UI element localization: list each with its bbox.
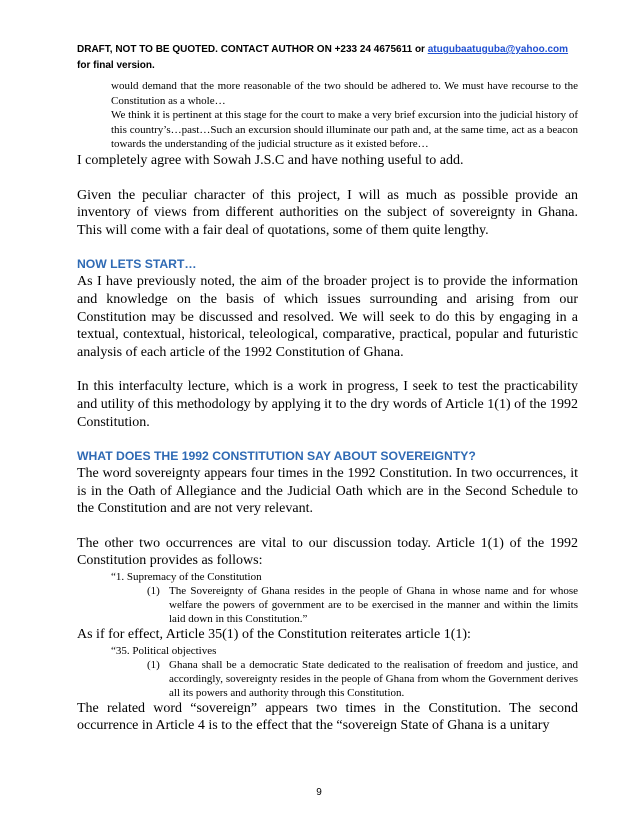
header-line-1 [77,42,577,58]
quote-paragraph-2: We think it is pertinent at this stage for the court to make a very brief excursion into the judicial history of this country’s…past…Such an excursion should illuminate our path and, at the same time, act as a beacon towards the understanding of the judicial structure as it existed before… [111,109,578,151]
page-number: 9 [316,787,322,798]
article-35-title: “35. Political objectives [111,644,217,657]
heading-what-does-constitution-say: WHAT DOES THE 1992 CONSTITUTION SAY ABOUT SOVEREIGNTY? [77,449,476,464]
paragraph-lecture: In this interfaculty lecture, which is a work in progress, I seek to test the practicability and utility of this methodology by applying it to the dry words of Article 1(1) of the 1992 Constitution. [77,379,578,430]
header-contact-text: DRAFT, NOT TO BE QUOTED. CONTACT AUTHOR ON +233 24 4675611 or [77,44,428,55]
main-content [77,79,578,735]
clause-number: (1) [147,585,160,598]
quote-block [111,79,578,152]
paragraph-word-sovereignty: The word sovereignty appears four times in the 1992 Constitution. In two occurrences, it is in the Oath of Allegiance and the Judicial Oath which are in the Second Schedule to the Constitution and are not very relevant. [77,466,578,517]
clause-number: (1) [147,658,160,671]
article-1-quote [77,570,578,626]
header-line-2: for final version. [77,60,155,71]
paragraph-aim: As I have previously noted, the aim of the broader project is to provide the information and knowledge on the basis of which issues surrounding and arising from our Constitution may be discussed and resolved. We will seek to do this by engaging in a textual, contextual, historical, teleological, comparative, practical, popular and futuristic analysis of each article of the 1992 Constitution of Ghana. [77,274,578,360]
paragraph-peculiar: Given the peculiar character of this project, I will as much as possible provide an inventory of views from different authorities on the subject of sovereignty in Ghana. This will come with a fair deal of quotations, some of them quite lengthy. [77,187,578,238]
draft-header [77,42,577,74]
paragraph-as-if-for-effect: As if for effect, Article 35(1) of the Constitution reiterates article 1(1): [77,627,471,643]
article-35-clause [147,658,578,700]
clause-text: Ghana shall be a democratic State dedicated to the realisation of freedom and justice, and accordingly, sovereignty resides in the people of Ghana from whom the Government derives all its powers and authority through this Constitution. [169,658,578,699]
heading-now-lets-start: NOW LETS START… [77,257,197,272]
article-35-quote [77,644,578,700]
quote-paragraph-1: would demand that the more reasonable of the two should be adhered to. We must have recourse to the Constitution as a whole… [111,80,578,107]
article-1-clause [147,584,578,626]
paragraph-other-occurrences: The other two occurrences are vital to our discussion today. Article 1(1) of the 1992 Constitution provides as follows: [77,535,578,569]
clause-text: The Sovereignty of Ghana resides in the people of Ghana in whose name and for whose welfare the powers of government are to be exercised in the manner and within the limits laid down in this Constitution.” [169,585,578,626]
author-email-link[interactable]: atugubaatuguba@yahoo.com [427,44,569,55]
paragraph-agree: I completely agree with Sowah J.S.C and have nothing useful to add. [77,152,464,168]
article-1-title: “1. Supremacy of the Constitution [111,571,262,584]
paragraph-related-word: The related word “sovereign” appears two times in the Constitution. The second occurrence in Article 4 is to the effect that the “sovereign State of Ghana is a unitary [77,700,578,734]
